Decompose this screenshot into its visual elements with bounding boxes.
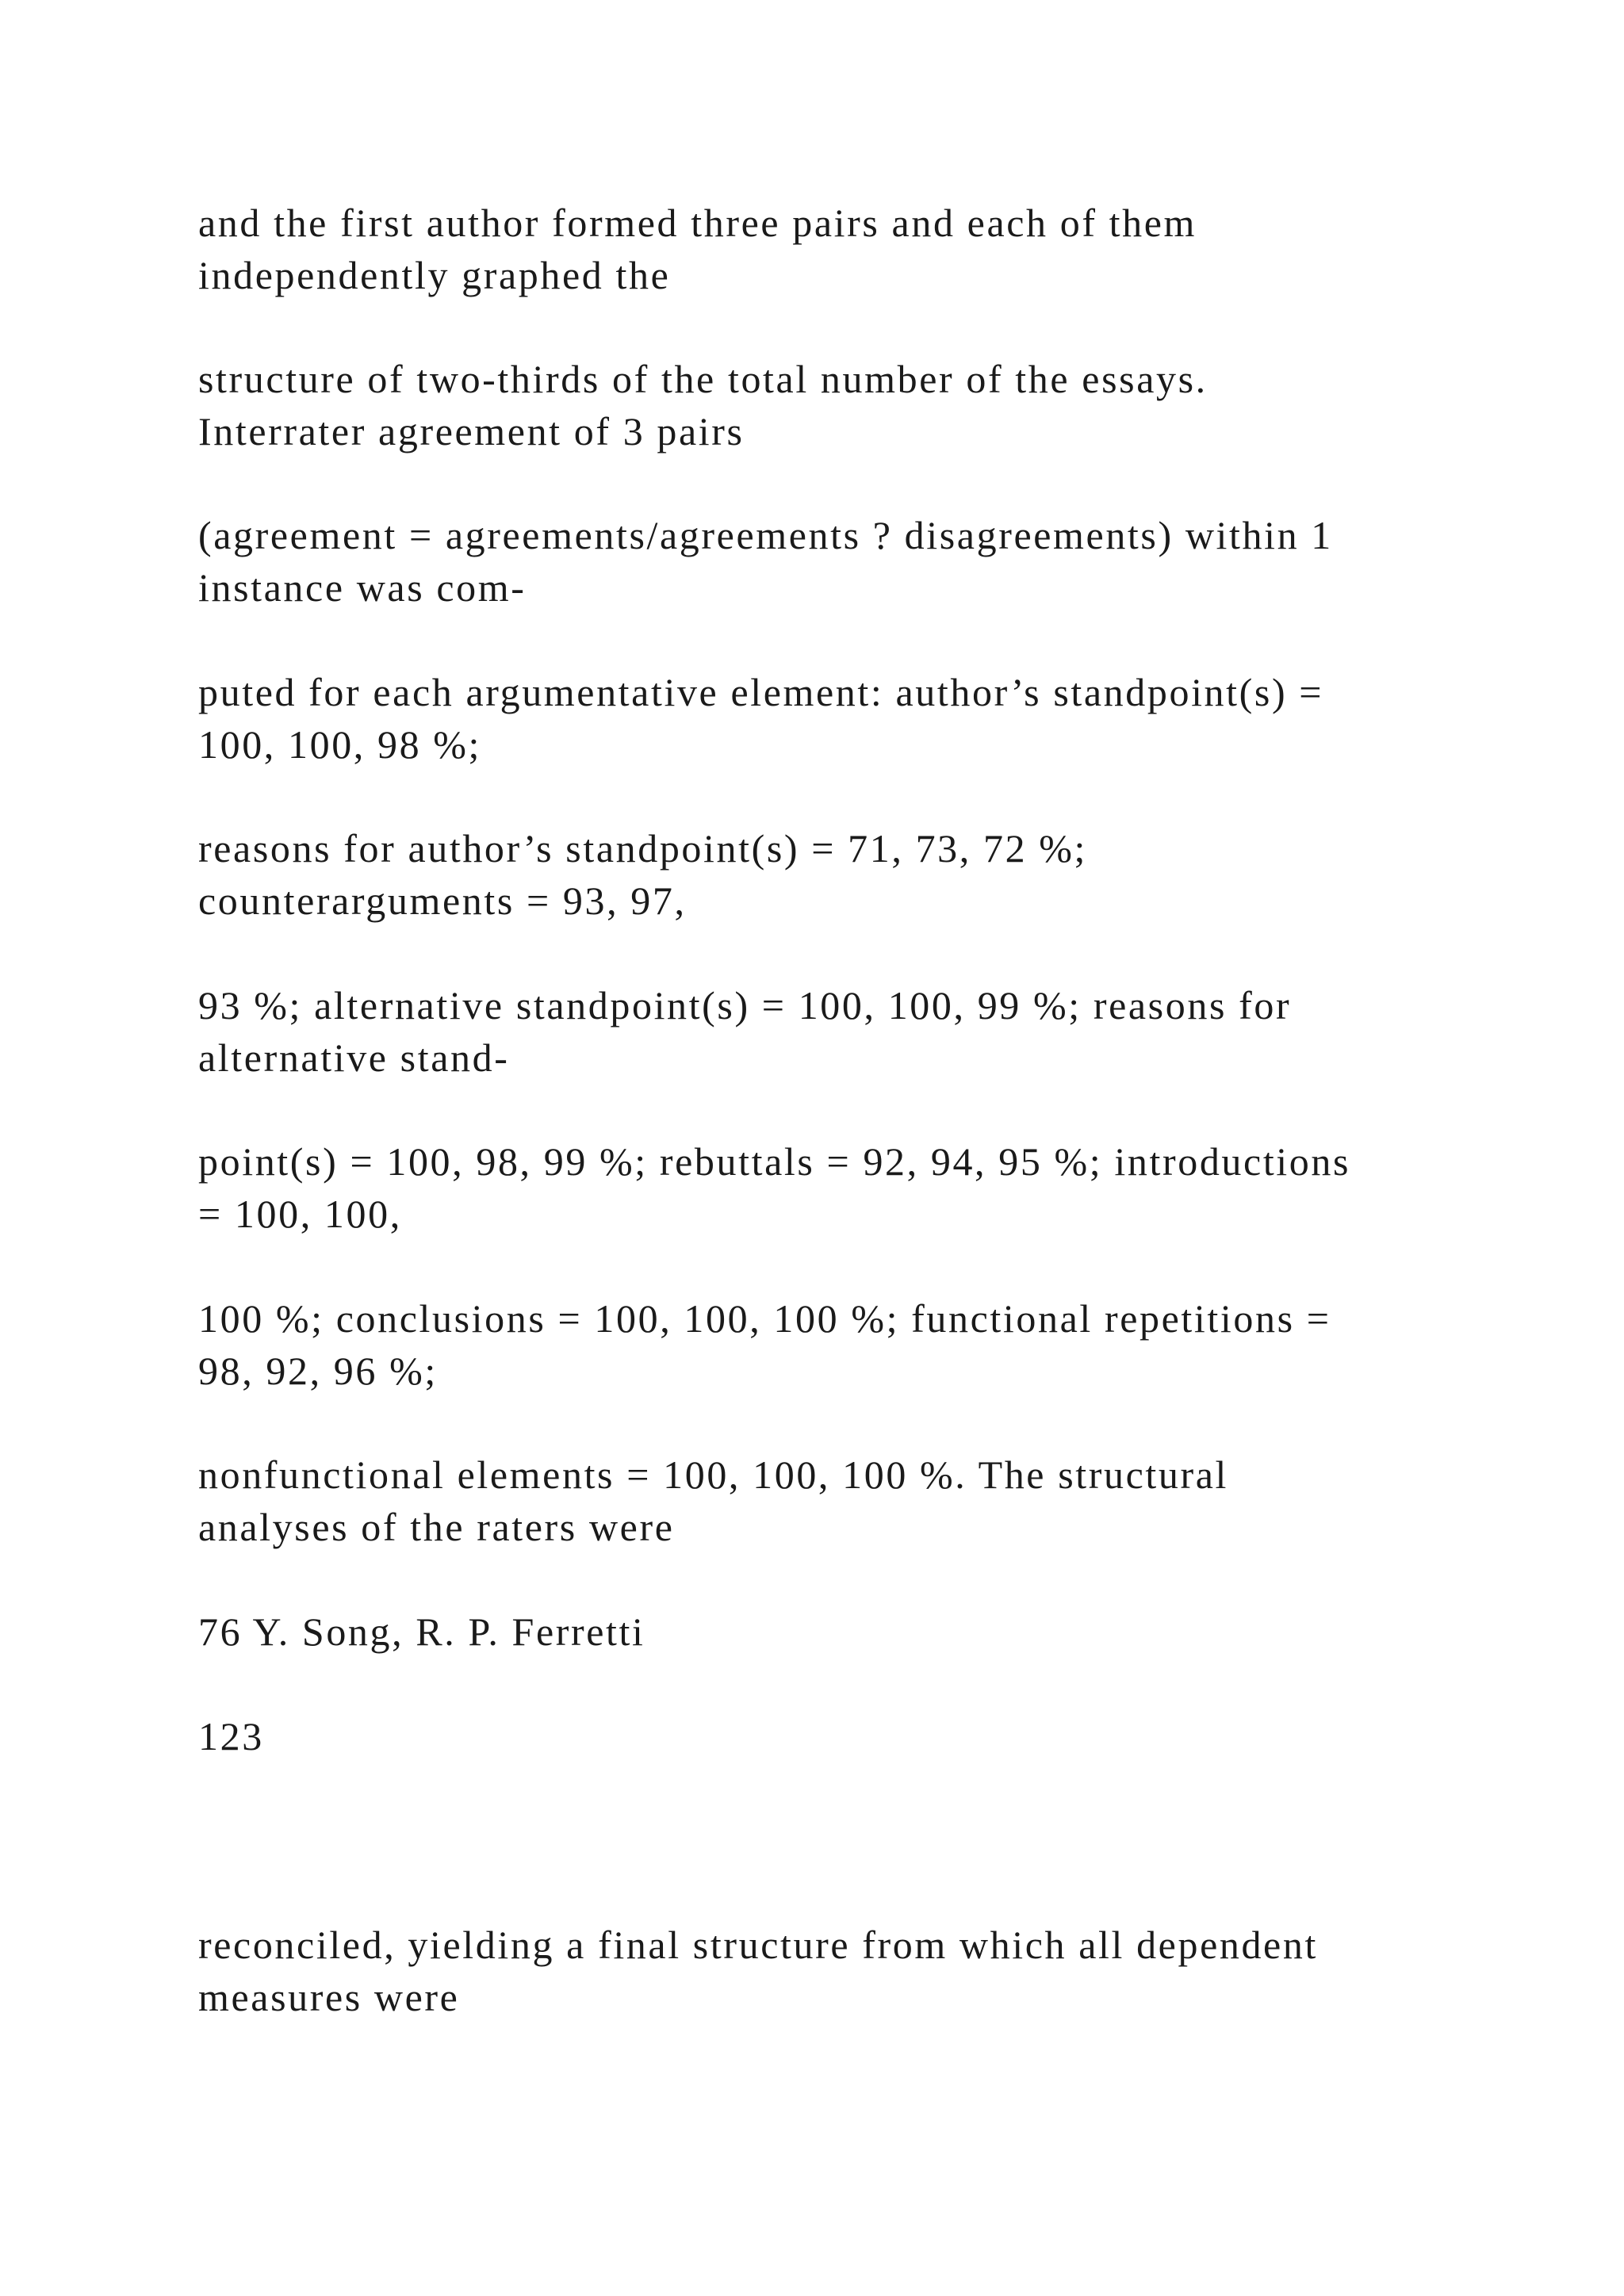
running-footer	[198, 1605, 1546, 1658]
text-line: counterarguments = 93, 97,	[198, 878, 687, 923]
text-line: independently graphed the	[198, 253, 671, 297]
text-line: nonfunctional elements = 100, 100, 100 %. The structural	[198, 1452, 1229, 1497]
text-line: Interrater agreement of 3 pairs	[198, 409, 745, 453]
paragraph-4	[198, 666, 1546, 771]
paragraph-7	[198, 1135, 1546, 1240]
text-line: puted for each argumentative element: author’s standpoint(s) =	[198, 670, 1324, 714]
author-attribution: 76 Y. Song, R. P. Ferretti	[198, 1609, 645, 1654]
text-line: 100 %; conclusions = 100, 100, 100 %; functional repetitions =	[198, 1296, 1331, 1341]
text-line: structure of two-thirds of the total number of the essays.	[198, 357, 1208, 401]
text-line: alternative stand-	[198, 1035, 510, 1080]
page-number	[198, 1710, 1546, 1762]
text-line: point(s) = 100, 98, 99 %; rebuttals = 92, 94, 95 %; introductions	[198, 1139, 1351, 1184]
text-line: 93 %; alternative standpoint(s) = 100, 100, 99 %; reasons for	[198, 983, 1292, 1027]
text-line: 98, 92, 96 %;	[198, 1349, 438, 1393]
paragraph-5	[198, 822, 1546, 927]
text-line: analyses of the raters were	[198, 1505, 675, 1549]
text-line: instance was com-	[198, 565, 527, 610]
text-line: reasons for author’s standpoint(s) = 71, 73, 72 %;	[198, 826, 1088, 871]
text-line: reconciled, yielding a final structure from which all dependent	[198, 1923, 1318, 1967]
paragraph-8	[198, 1292, 1546, 1397]
text-line: 100, 100, 98 %;	[198, 722, 482, 767]
paragraph-10	[198, 1919, 1546, 2023]
text-line: measures were	[198, 1975, 460, 2019]
text-line: = 100, 100,	[198, 1192, 402, 1236]
paragraph-1	[198, 197, 1546, 301]
paragraph-9	[198, 1448, 1546, 1553]
paragraph-3	[198, 509, 1546, 614]
page-number-text: 123	[198, 1714, 264, 1758]
text-line: and the first author formed three pairs and each of them	[198, 201, 1197, 245]
paragraph-2	[198, 353, 1546, 457]
text-line: (agreement = agreements/agreements ? disagreements) within 1	[198, 513, 1333, 557]
paragraph-6	[198, 979, 1546, 1084]
